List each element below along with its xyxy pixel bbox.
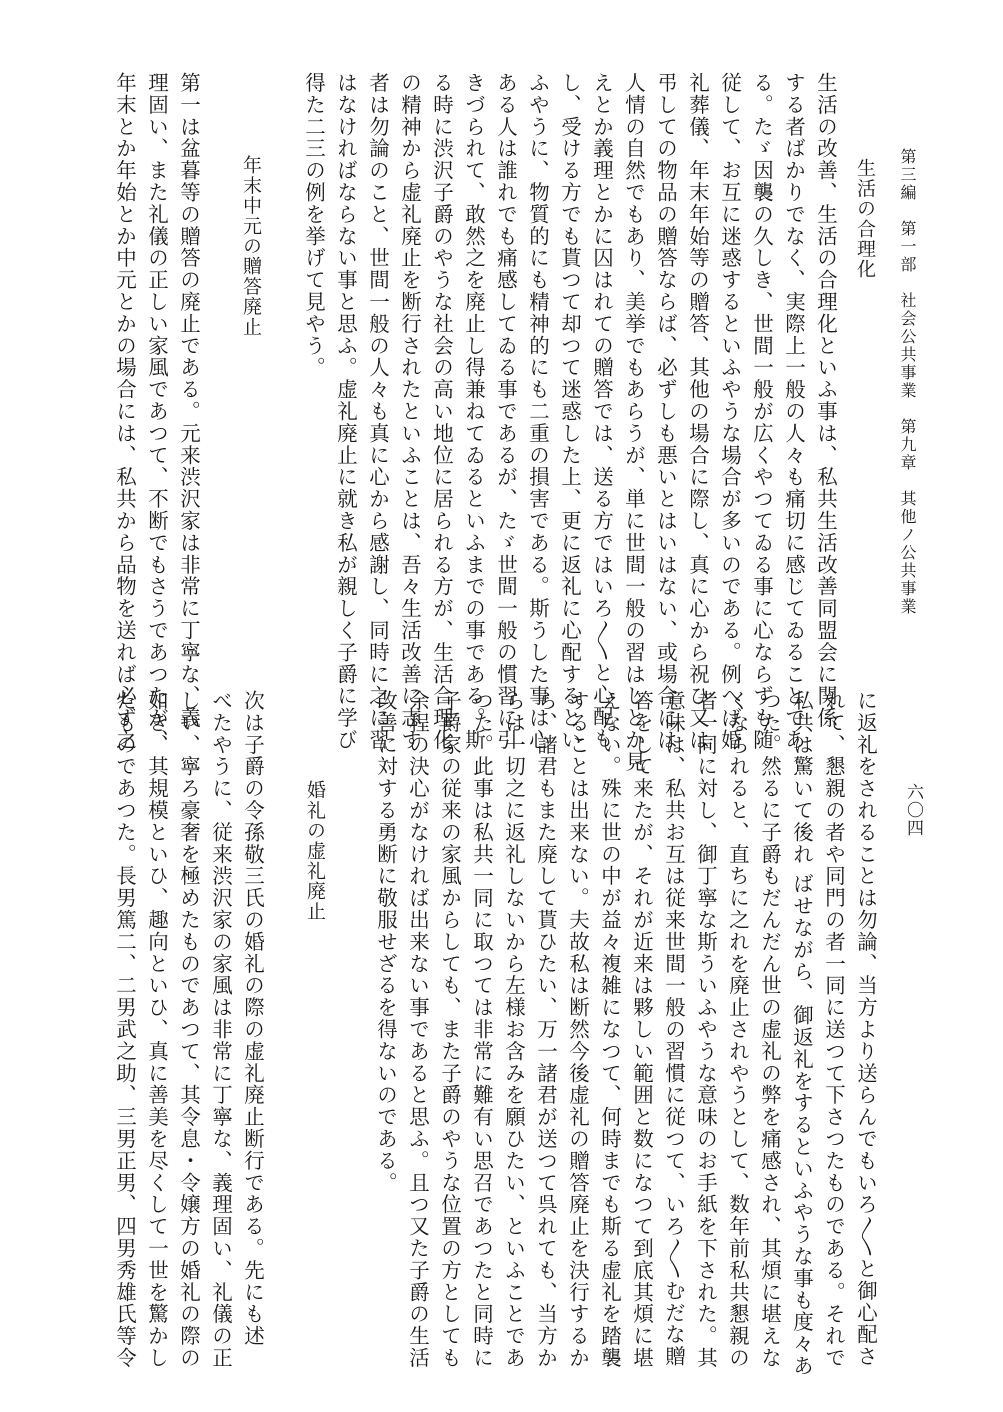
text-line: 得た二三の例を挙げて見やう。: [301, 72, 326, 379]
text-line: つた。然るに子爵もだんだん世の虚礼の弊を痛感され、其煩に堪えな: [757, 690, 782, 1369]
text-line: することは出来ない。夫故私は断然今後虚礼の贈答廃止を決行するか: [565, 690, 590, 1369]
text-line: 意味は、私共お互は従来世間一般の習慣に従つて、いろ〳〵むだな贈: [661, 690, 686, 1368]
text-line: する者ばかりでなく、実際上一般の人々も痛切に感じてゐることであ: [781, 72, 806, 751]
text-line: ら、諸君もまた廃して貰ひたい、万一諸君が送つて呉れても、当方か: [533, 690, 558, 1369]
text-line: きづられて、敢然之を廃止し得兼ねてゐるといふまでの事である。斯: [461, 72, 486, 751]
page-number: 六〇四: [903, 783, 923, 837]
text-line: えない。殊に世の中が益々複雑になつて、何時までも斯る虚礼を踏襲: [597, 690, 622, 1369]
text-line: し、受ける方でも貰つて却つて迷惑した上、更に返礼に心配するとい: [557, 72, 582, 751]
text-line: らは一切之に返礼しないから左様お含みを願ひたい、といふことであ: [501, 690, 526, 1369]
text-line: 者一同に対し、御丁寧な斯ういふやうな意味のお手紙を下された。其: [693, 690, 718, 1369]
text-line: 生活の改善、生活の合理化といふ事は、私共生活改善同盟会に関係: [813, 72, 838, 729]
text-line: はなければならない事と思ふ。虚礼廃止に就き私が親しく子爵に学び: [333, 72, 358, 751]
text-line: の精神から虚礼廃止を断行されたといふことは、吾々生活改善に志す: [397, 72, 422, 751]
text-line: 如き、其規模といひ、趣向といひ、真に善美を尽くして一世を驚かし: [144, 690, 169, 1369]
subheading-wedding-etiquette: 婚礼の虚礼廃止: [304, 780, 326, 922]
text-line: くなられると、直ちに之れを廃止されやうとして、数年前私共懇親の: [725, 690, 750, 1369]
subheading-year-end-gifts: 年末中元の贈答廃止: [240, 155, 262, 337]
text-line: べたやうに、従来渋沢家の家風は非常に丁寧な、義理固い、礼儀の正: [208, 690, 233, 1369]
text-line: しい、寧ろ豪奢を極めたものであつて、其令息・令嬢方の婚礼の際の: [176, 690, 201, 1369]
text-line: る時に渋沢子爵のやうな社会の高い地位に居られる方が、生活合理化: [429, 72, 454, 751]
text-line: 余程の決心がなければ出来ない事であると思ふ。且つ又た子爵の生活: [405, 690, 430, 1369]
text-line: 礼葬儀、年末年始等の贈答、其他の場合に際し、真に心から祝ひ又は: [685, 72, 710, 751]
text-line: 私共は驚いて後れ ばせながら、御返礼をするといふやうな事も度々あ: [789, 690, 814, 1377]
text-line: 年末とか年始とか中元とかの場合には、私共から品物を送れば必ず之: [112, 72, 137, 751]
text-line: 子爵家の従来の家風からしても、また子爵のやうな位置の方としても: [437, 690, 462, 1369]
text-line: 理固い、また礼儀の正しい家風であつて、不断でもさうであつたが、: [144, 72, 169, 751]
text-line: ある人は誰れでも痛感してゐる事であるが、たゞ世間一般の慣習に引: [493, 72, 518, 751]
text-line: 人情の自然でもあり、美挙でもあらうが、単に世間一般の習はしとか見: [621, 72, 646, 773]
text-line: 者は勿論のこと、世間一般の人々も真に心から感謝し、同時に之に習: [365, 72, 390, 751]
text-line: に返礼をされることは勿論、当方より送らんでもいろ〳〵と御心配さ: [853, 690, 878, 1368]
text-line: ふやうに、物質的にも精神的にも二重の損害である。斯うした事は心: [525, 72, 550, 751]
text-line: たものであつた。長男篤二、二男武之助、三男正男、四男秀雄氏等令: [112, 690, 137, 1369]
text-line: えとか義理とかに囚はれての贈答では、送る方ではいろ〳〵と心配も: [589, 72, 614, 750]
text-line: る。たゞ因襲の久しき、世間一般が広くやつてゐる事に心ならずも随: [749, 72, 774, 751]
text-line: れて、懇親の者や同門の者一同に送つて下さつたものである。それで: [821, 690, 846, 1369]
section-heading-rationalization: 生活の合理化: [854, 158, 876, 280]
text-line: 答をして来たが、それが近来は夥しい範囲と数になつて到底其煩に堪: [629, 690, 654, 1369]
running-header: 第三編 第一部 社会公共事業 第九章 其他ノ公共事業: [898, 148, 917, 616]
text-line: 第一は盆暮等の贈答の廃止である。元来渋沢家は非常に丁寧な、義: [176, 72, 201, 729]
text-line: 弔しての物品の贈答ならば、必ずしも悪いとはいはない、或場合には: [653, 72, 678, 751]
text-line: 改善に対する勇断に敬服せざるを得ないのである。: [373, 690, 398, 1194]
text-line: 次は子爵の令孫敬三氏の婚礼の際の虚礼廃止断行である。先にも述: [240, 690, 265, 1347]
text-line: つた。此事は私共一同に取つては非常に難有い思召であつたと同時に: [469, 690, 494, 1369]
text-line: 従して、お互に迷惑するといふやうな場合が多いのである。例へば婚: [717, 72, 742, 751]
